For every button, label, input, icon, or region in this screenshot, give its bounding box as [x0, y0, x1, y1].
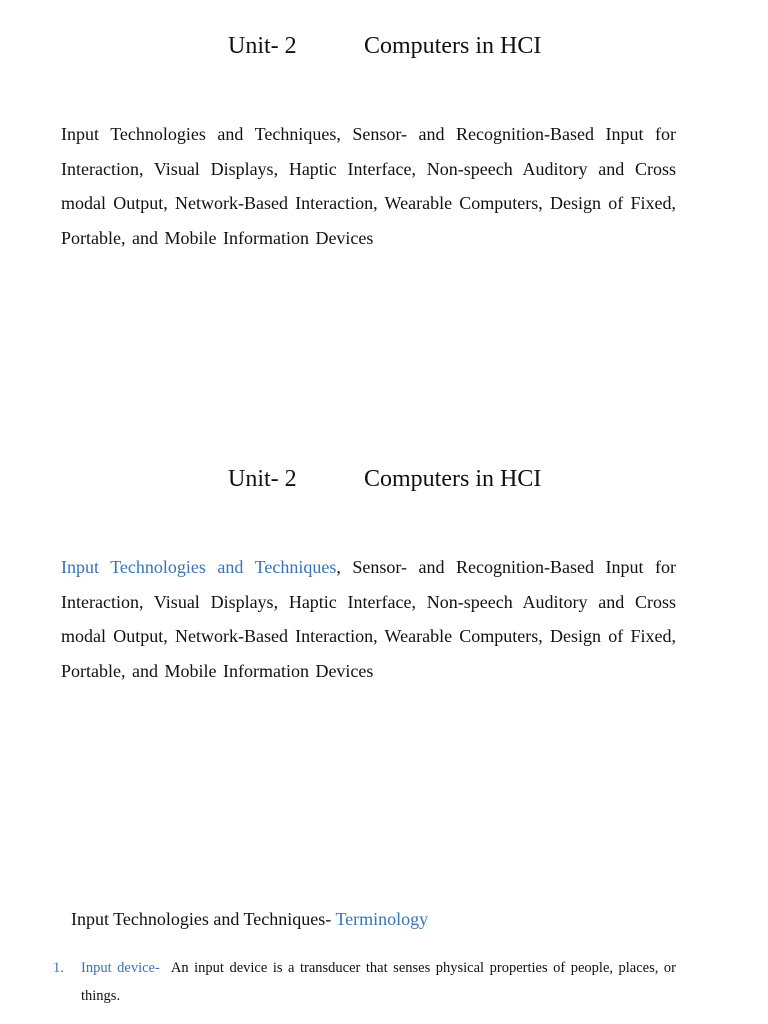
list-item — [53, 954, 676, 1010]
terminology-heading-text: Input Technologies and Techniques- — [71, 909, 336, 929]
topics-paragraph-2 — [61, 550, 676, 689]
topics-remaining: , Sensor- and Recognition-Based Input for Interaction, Visual Displays, Haptic Interface, Non-speech Auditory and Cross modal Output, Network-Based Interaction, Wearable Computers, Design of Fixed, Portable, and Mobile Information Devices — [61, 557, 677, 682]
term-label: Input device- — [81, 960, 160, 976]
topics-remaining: , Sensor- and Recognition-Based Input for Interaction, Visual Displays, Haptic Interface, Non-speech Auditory and Cross modal Output, Network-Based Interaction, Wearable Computers, Design of Fixed, Portable, and Mobile Information Devices — [61, 124, 677, 249]
unit-number: Unit- 2 — [228, 33, 297, 59]
unit-title: Computers in HCI — [364, 33, 542, 59]
list-item-body — [81, 954, 676, 1010]
term-definition: An input device is a transducer that senses physical properties of people, places, or things. — [81, 960, 676, 1004]
topics-paragraph-1 — [61, 117, 676, 256]
unit-title: Computers in HCI — [364, 466, 542, 492]
terminology-heading — [71, 907, 428, 931]
list-item-number: 1. — [53, 960, 64, 976]
unit-number: Unit- 2 — [228, 466, 297, 492]
topic-input-technologies: Input Technologies and Techniques — [61, 124, 337, 144]
topic-input-technologies-link[interactable]: Input Technologies and Techniques — [61, 557, 337, 577]
terminology-link[interactable]: Terminology — [335, 909, 429, 929]
